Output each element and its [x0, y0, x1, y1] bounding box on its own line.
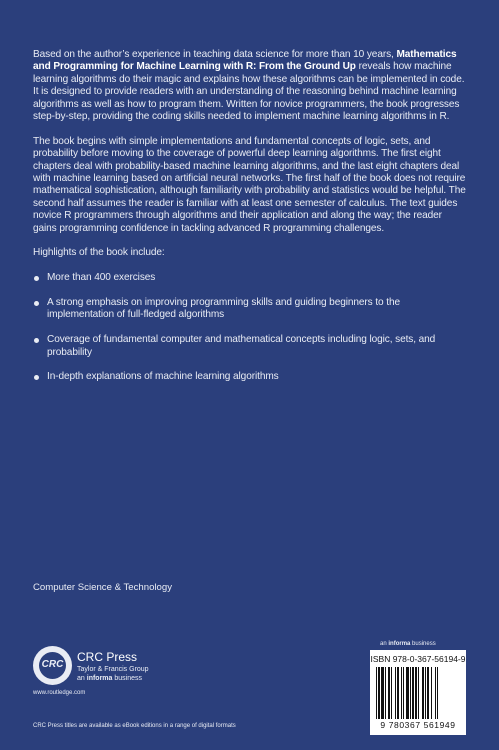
- list-item: More than 400 exercises: [33, 272, 467, 284]
- intro-part2: reveals how machine learning algorithms do their magic and explains how these algorithms can be implemented in code. It is designed to provide readers with an understanding of the reasoning behind machine learning algorithms as well as how to program them. Written for novice programmers, the book progresses step-by-step, providing the coding skills needed to implement machine learning algorithms in R.: [33, 61, 465, 123]
- bullet-icon: [34, 338, 39, 343]
- book-title: Mathematics and Programming for Machine Learning with R: From the Ground Up: [33, 49, 457, 73]
- publisher-logo: [33, 646, 153, 696]
- list-item: Coverage of fundamental computer and mathematical concepts including logic, sets, and probability: [33, 334, 467, 359]
- informa-tagline: an informa business: [380, 641, 436, 647]
- list-item: In-depth explanations of machine learning algorithms: [33, 371, 467, 383]
- publisher-url: www.routledge.com: [33, 690, 86, 696]
- publisher-group: Taylor & Francis Group: [77, 666, 149, 673]
- isbn-label: ISBN 978-0-367-56194-9: [370, 654, 466, 664]
- barcode-icon: [376, 667, 460, 719]
- bullet-icon: [34, 276, 39, 281]
- barcode-panel: [370, 650, 466, 735]
- list-item: A strong emphasis on improving programming skills and guiding beginners to the implementation of full-fledged algorithms: [33, 297, 467, 322]
- intro-paragraph: [33, 49, 467, 123]
- ebook-note: CRC Press titles are available as eBook editions in a range of digital formats: [33, 723, 236, 729]
- subject-category: Computer Science & Technology: [33, 582, 173, 593]
- description-paragraph: The book begins with simple implementations and fundamental concepts of logic, sets, and probability before moving to the coverage of powerful deep learning algorithms. The first eight chapters deal with probability-based machine learning algorithms, and the last eight chapters deal with machine learning based on artificial neural networks. The first half of the book does not require mathematical sophistication, although familiarity with probability and statistics would be helpful. The second half assumes the reader is familiar with at least one semester of calculus. The text guides novice R programmers through algorithms and their application and along the way; the reader gains programming confidence in tackling advanced R programming challenges.: [33, 135, 466, 234]
- barcode-digits: 9 780367 561949: [380, 720, 456, 730]
- bullet-icon: [34, 375, 39, 380]
- publisher-business: an informa business: [77, 675, 143, 682]
- highlights-intro: Highlights of the book include:: [33, 247, 165, 259]
- bullet-icon: [34, 301, 39, 306]
- blurb: [33, 49, 467, 396]
- highlights-list: [33, 272, 467, 384]
- intro-part1: Based on the author’s experience in teaching data science for more than 10 years,: [33, 49, 394, 60]
- publisher-name: CRC Press: [77, 650, 138, 664]
- crc-badge-icon: CRC: [33, 646, 72, 685]
